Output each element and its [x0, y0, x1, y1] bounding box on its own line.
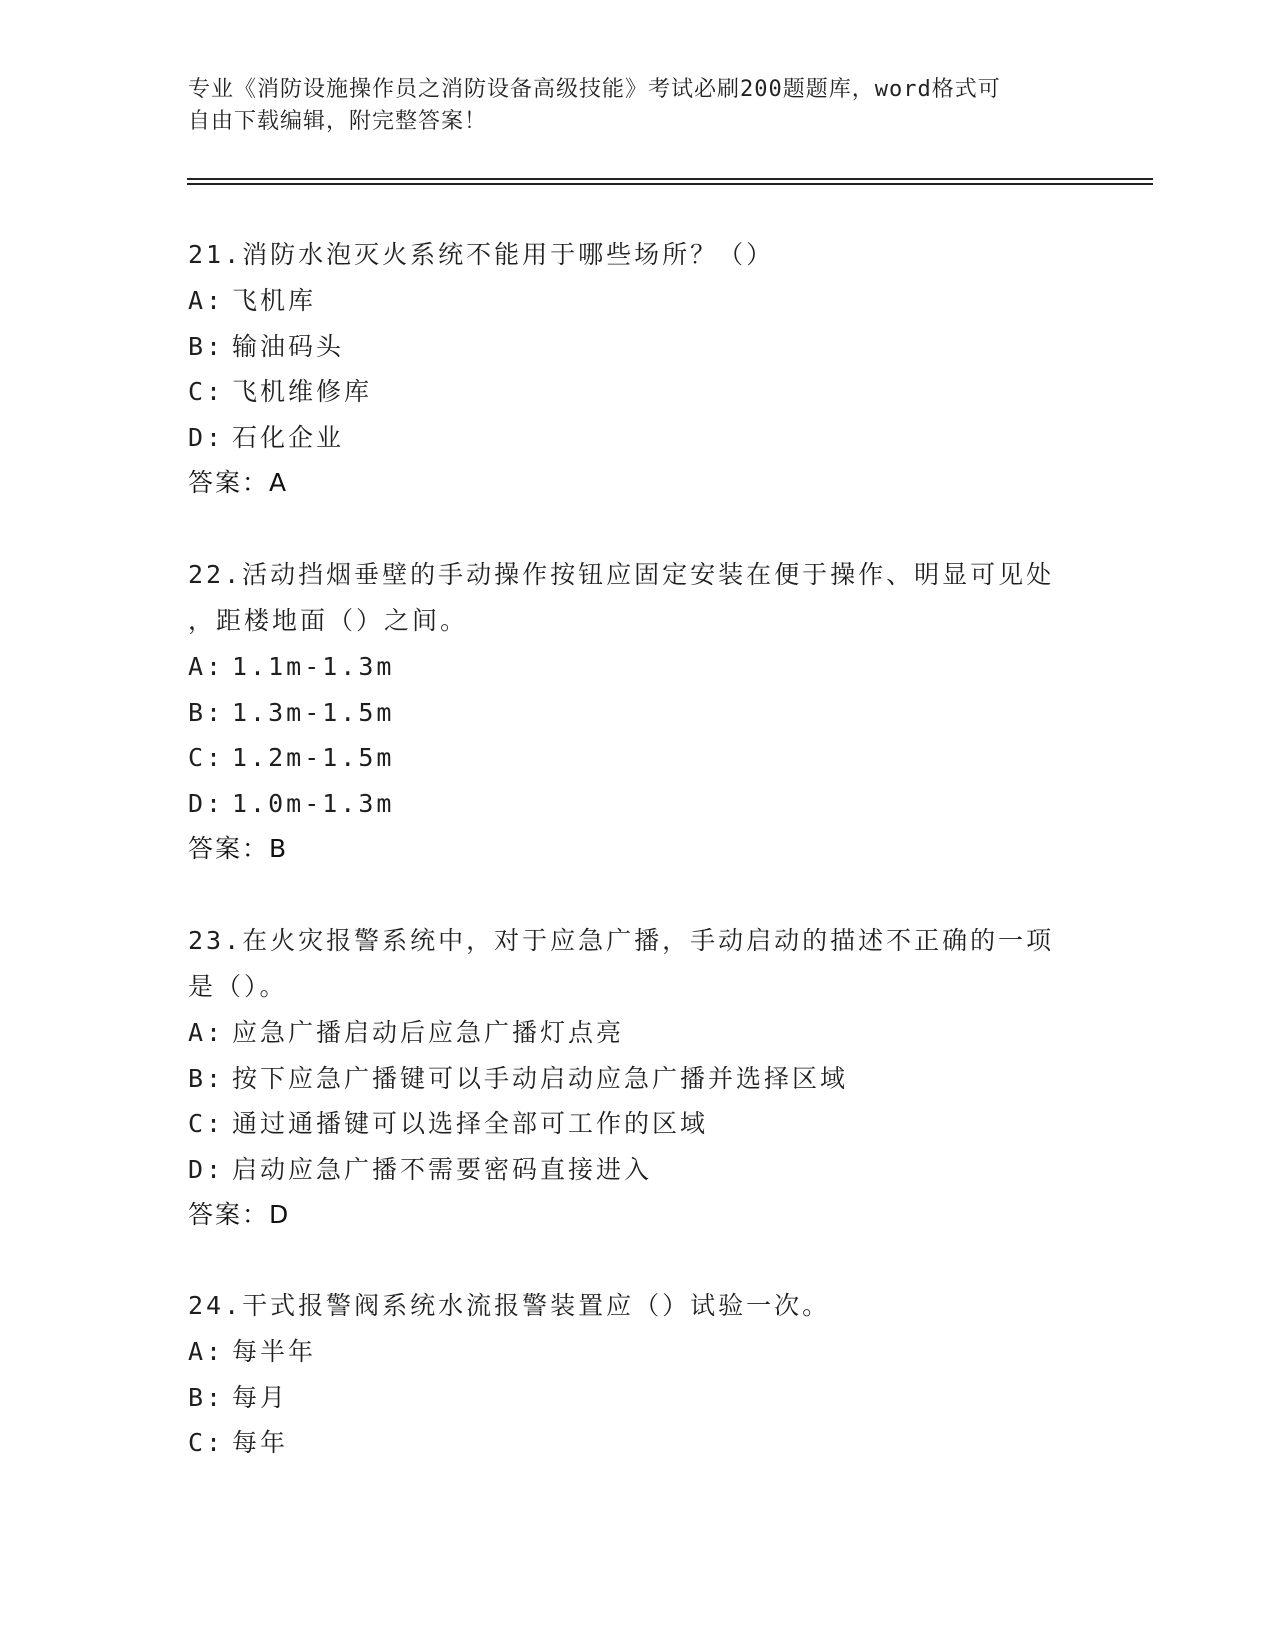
option-d [188, 415, 1088, 461]
question-text-continued: ，距楼地面（）之间。 [188, 606, 469, 635]
option-text: 输油码头 [232, 331, 345, 361]
option-a [188, 1010, 1088, 1056]
option-text: 1.0m-1.3m [232, 788, 395, 818]
option-key: A: [188, 1018, 225, 1047]
option-text: 每年 [232, 1428, 289, 1457]
option-text: 飞机库 [232, 286, 317, 315]
option-key: C: [188, 743, 225, 772]
option-d [188, 781, 1088, 827]
option-b [188, 1375, 1088, 1421]
option-text: 飞机维修库 [232, 377, 373, 406]
option-key: B: [188, 1382, 225, 1412]
option-text: 启动应急广播不需要密码直接进入 [232, 1154, 653, 1184]
answer: 答案：D [188, 1200, 291, 1229]
option-b [188, 324, 1088, 370]
option-key: A: [188, 286, 225, 315]
question-22 [188, 552, 1088, 871]
question-text-continued: 是（）。 [188, 972, 288, 1001]
option-key: C: [188, 377, 225, 406]
header-divider-bottom [187, 183, 1153, 185]
document-header [188, 74, 1068, 138]
option-key: A: [188, 1337, 225, 1366]
option-a [188, 644, 1088, 690]
option-c [188, 1420, 1088, 1466]
header-line-1: 专业《消防设施操作员之消防设备高级技能》考试必刷200题题库，word格式可 [188, 77, 1001, 102]
option-key: D: [188, 422, 225, 452]
option-key: C: [188, 1109, 225, 1138]
option-c [188, 1101, 1088, 1147]
option-key: B: [188, 331, 225, 361]
option-text: 石化企业 [232, 422, 345, 452]
question-24 [188, 1283, 1088, 1466]
header-line-2: 自由下载编辑，附完整答案！ [188, 109, 488, 134]
option-a [188, 1329, 1088, 1375]
option-text: 每半年 [232, 1337, 317, 1366]
option-b [188, 1056, 1088, 1102]
option-b [188, 690, 1088, 736]
question-text: 21.消防水泡灭火系统不能用于哪些场所？（） [188, 240, 775, 269]
option-key: B: [188, 697, 225, 727]
header-divider-top [187, 178, 1153, 180]
option-text: 每月 [232, 1382, 289, 1412]
option-d [188, 1147, 1088, 1193]
question-text: 22.活动挡烟垂壁的手动操作按钮应固定安装在便于操作、明显可见处 [188, 560, 1055, 589]
option-a [188, 278, 1088, 324]
option-key: D: [188, 788, 225, 818]
option-c [188, 735, 1088, 781]
question-text: 24.干式报警阀系统水流报警装置应（）试验一次。 [188, 1291, 831, 1320]
option-text: 按下应急广播键可以手动启动应急广播并选择区域 [232, 1063, 849, 1093]
option-key: A: [188, 652, 225, 681]
question-23 [188, 918, 1088, 1237]
option-c [188, 369, 1088, 415]
option-key: B: [188, 1063, 225, 1093]
option-key: C: [188, 1428, 225, 1457]
question-21 [188, 232, 1088, 505]
option-text: 通过通播键可以选择全部可工作的区域 [232, 1109, 709, 1138]
option-text: 1.3m-1.5m [232, 697, 395, 727]
option-key: D: [188, 1154, 225, 1184]
answer: 答案：A [188, 468, 289, 497]
option-text: 1.1m-1.3m [232, 652, 395, 681]
option-text: 应急广播启动后应急广播灯点亮 [232, 1018, 625, 1047]
question-text: 23.在火灾报警系统中，对于应急广播，手动启动的描述不正确的一项 [188, 926, 1055, 955]
option-text: 1.2m-1.5m [232, 743, 395, 772]
answer: 答案：B [188, 834, 289, 863]
